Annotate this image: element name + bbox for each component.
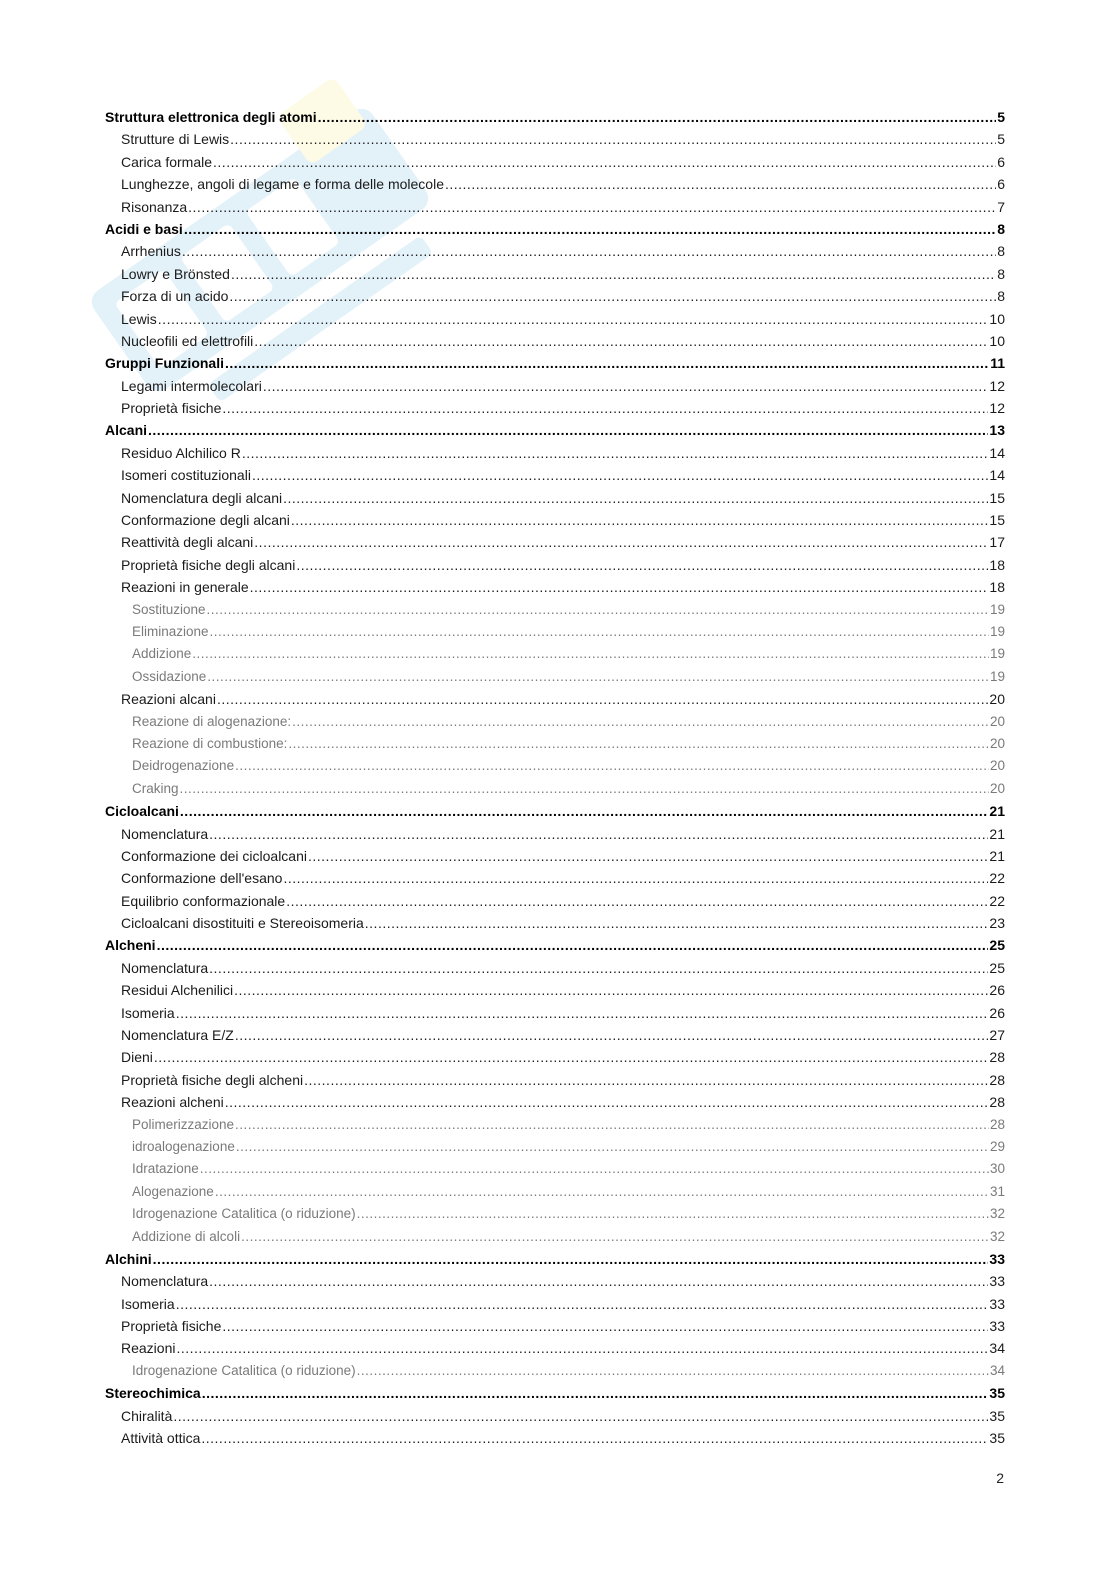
toc-entry-page: 33 xyxy=(989,1250,1005,1267)
toc-entry-page: 18 xyxy=(989,579,1005,596)
toc-entry-page: 21 xyxy=(989,803,1005,820)
toc-entry-title: Addizione xyxy=(132,646,192,662)
toc-entry-title: Dieni xyxy=(121,1049,153,1066)
toc-dot-leader xyxy=(296,554,988,576)
toc-dot-leader xyxy=(182,240,996,262)
toc-entry-page: 5 xyxy=(997,109,1005,125)
toc-dot-leader xyxy=(176,1337,988,1359)
toc-entry[interactable] xyxy=(105,151,1005,173)
toc-dot-leader xyxy=(235,755,989,777)
toc-dot-leader xyxy=(288,733,989,755)
toc-entry-title: Idrogenazione Catalitica (o riduzione) xyxy=(132,1206,356,1222)
toc-dot-leader xyxy=(176,1293,989,1315)
toc-entry[interactable] xyxy=(105,711,1005,733)
toc-entry-page: 18 xyxy=(989,556,1005,573)
toc-entry[interactable] xyxy=(105,509,1005,531)
toc-entry-title: Lowry e Brönsted xyxy=(121,265,230,282)
toc-dot-leader xyxy=(252,464,988,486)
toc-entry-title: Lewis xyxy=(121,310,157,327)
toc-entry[interactable] xyxy=(105,1046,1005,1068)
toc-entry-title: Conformazione dell'esano xyxy=(121,870,283,887)
toc-entry[interactable] xyxy=(105,1315,1005,1337)
toc-entry-title: Polimerizzazione xyxy=(132,1116,235,1132)
toc-dot-leader xyxy=(445,173,996,195)
toc-entry-title: Conformazione degli alcani xyxy=(121,512,290,529)
toc-entry-title: idroalogenazione xyxy=(132,1138,235,1154)
toc-entry-title: Reattività degli alcani xyxy=(121,534,254,551)
toc-entry[interactable] xyxy=(105,285,1005,307)
toc-entry-page: 5 xyxy=(997,131,1005,148)
toc-entry[interactable] xyxy=(105,128,1005,150)
toc-entry-title: Addizione di alcoli xyxy=(132,1228,241,1244)
toc-dot-leader xyxy=(308,845,988,867)
toc-entry[interactable] xyxy=(105,957,1005,979)
toc-entry-page: 20 xyxy=(989,713,1005,729)
toc-entry-page: 32 xyxy=(989,1228,1005,1244)
toc-dot-leader xyxy=(209,957,988,979)
toc-dot-leader xyxy=(154,1046,989,1068)
toc-entry-title: Alchini xyxy=(105,1250,152,1267)
toc-entry-page: 25 xyxy=(989,937,1005,954)
toc-entry-title: Reazioni xyxy=(121,1340,176,1357)
toc-entry-title: Isomeri costituzionali xyxy=(121,467,251,484)
toc-entry[interactable] xyxy=(105,1405,1005,1427)
toc-dot-leader xyxy=(180,778,989,800)
toc-entry-page: 20 xyxy=(989,735,1005,751)
toc-entry-title: Struttura elettronica degli atomi xyxy=(105,109,317,125)
toc-entry[interactable] xyxy=(105,442,1005,464)
toc-entry-title: Attività ottica xyxy=(121,1430,201,1447)
toc-dot-leader xyxy=(176,1002,989,1024)
toc-dot-leader xyxy=(173,1405,988,1427)
toc-entry-page: 23 xyxy=(989,915,1005,932)
toc-entry[interactable] xyxy=(105,845,1005,867)
toc-entry[interactable] xyxy=(105,487,1005,509)
toc-entry[interactable] xyxy=(105,666,1005,688)
toc-entry-title: Lunghezze, angoli di legame e forma delle molecole xyxy=(121,176,444,193)
toc-entry-title: Proprietà fisiche degli alcheni xyxy=(121,1071,304,1088)
toc-entry-page: 34 xyxy=(989,1362,1005,1378)
toc-dot-leader xyxy=(236,1136,989,1158)
toc-entry-title: Eliminazione xyxy=(132,623,209,639)
toc-entry[interactable] xyxy=(105,1226,1005,1248)
toc-entry-title: Risonanza xyxy=(121,198,188,215)
toc-entry[interactable] xyxy=(105,1203,1005,1225)
toc-entry-page: 28 xyxy=(989,1094,1005,1111)
toc-entry-page: 8 xyxy=(997,288,1005,305)
toc-dot-leader xyxy=(292,711,989,733)
toc-dot-leader xyxy=(291,509,989,531)
toc-entry-page: 15 xyxy=(989,512,1005,529)
toc-dot-leader xyxy=(235,1114,989,1136)
toc-entry-page: 33 xyxy=(989,1295,1005,1312)
toc-entry[interactable] xyxy=(105,352,1005,374)
toc-entry[interactable] xyxy=(105,1248,1005,1270)
toc-entry-page: 8 xyxy=(997,220,1005,237)
toc-entry[interactable] xyxy=(105,867,1005,889)
toc-dot-leader xyxy=(207,666,989,688)
toc-entry-title: Alogenazione xyxy=(132,1183,214,1199)
toc-entry-page: 6 xyxy=(997,153,1005,170)
toc-entry-page: 20 xyxy=(989,691,1005,708)
toc-entry-page: 20 xyxy=(989,780,1005,796)
toc-entry[interactable] xyxy=(105,688,1005,710)
toc-dot-leader xyxy=(217,688,988,710)
toc-dot-leader xyxy=(357,1360,989,1382)
toc-entry-page: 35 xyxy=(989,1407,1005,1424)
toc-dot-leader xyxy=(148,419,988,441)
toc-dot-leader xyxy=(254,531,988,553)
toc-entry[interactable] xyxy=(105,778,1005,800)
toc-entry[interactable] xyxy=(105,934,1005,956)
toc-dot-leader xyxy=(184,218,996,240)
toc-entry-title: Nomenclatura xyxy=(121,1273,209,1290)
toc-entry-page: 17 xyxy=(989,534,1005,551)
toc-dot-leader xyxy=(357,1203,989,1225)
toc-entry-title: Idratazione xyxy=(132,1161,199,1177)
toc-entry-page: 25 xyxy=(989,959,1005,976)
toc-dot-leader xyxy=(283,487,988,509)
toc-dot-leader xyxy=(304,1069,988,1091)
toc-entry[interactable] xyxy=(105,1002,1005,1024)
toc-entry-page: 21 xyxy=(989,825,1005,842)
toc-entry-page: 19 xyxy=(989,623,1005,639)
toc-entry-page: 14 xyxy=(989,467,1005,484)
toc-entry[interactable] xyxy=(105,375,1005,397)
toc-entry-title: Arrhenius xyxy=(121,243,181,260)
toc-dot-leader xyxy=(209,823,988,845)
toc-entry-title: Strutture di Lewis xyxy=(121,131,230,148)
toc-entry-page: 32 xyxy=(989,1206,1005,1222)
toc-entry[interactable] xyxy=(105,1293,1005,1315)
toc-entry-title: Conformazione dei cicloalcani xyxy=(121,847,307,864)
toc-entry-title: Reazioni in generale xyxy=(121,579,249,596)
toc-entry-page: 33 xyxy=(989,1273,1005,1290)
toc-entry[interactable] xyxy=(105,912,1005,934)
toc-entry-page: 31 xyxy=(989,1183,1005,1199)
toc-entry[interactable] xyxy=(105,1136,1005,1158)
toc-entry-page: 12 xyxy=(989,377,1005,394)
toc-entry-title: Isomeria xyxy=(121,1295,175,1312)
toc-entry-title: Carica formale xyxy=(121,153,213,170)
toc-dot-leader xyxy=(215,1181,989,1203)
toc-entry-page: 20 xyxy=(989,758,1005,774)
toc-entry-page: 12 xyxy=(989,400,1005,417)
toc-entry-title: Reazioni alcani xyxy=(121,691,216,708)
toc-dot-leader xyxy=(234,979,988,1001)
toc-entry-title: Acidi e basi xyxy=(105,220,183,237)
toc-entry-title: Craking xyxy=(132,780,179,796)
toc-entry[interactable] xyxy=(105,800,1005,822)
toc-entry-title: Legami intermolecolari xyxy=(121,377,262,394)
toc-entry-title: Stereochimica xyxy=(105,1385,201,1402)
toc-entry[interactable] xyxy=(105,599,1005,621)
toc-entry-page: 10 xyxy=(989,332,1005,349)
toc-entry-page: 13 xyxy=(989,422,1005,439)
toc-entry-title: Reazioni alcheni xyxy=(121,1094,224,1111)
toc-dot-leader xyxy=(318,106,997,128)
toc-entry-title: Alcheni xyxy=(105,937,156,954)
toc-dot-leader xyxy=(241,1226,989,1248)
toc-dot-leader xyxy=(210,621,989,643)
toc-entry-page: 29 xyxy=(989,1138,1005,1154)
toc-dot-leader xyxy=(207,599,989,621)
toc-entry-title: Alcani xyxy=(105,422,148,439)
toc-dot-leader xyxy=(153,1248,989,1270)
toc-entry-page: 26 xyxy=(989,1004,1005,1021)
toc-entry[interactable] xyxy=(105,106,1005,128)
toc-entry-page: 19 xyxy=(989,668,1005,684)
toc-dot-leader xyxy=(229,285,996,307)
toc-entry-title: Proprietà fisiche xyxy=(121,1318,222,1335)
toc-dot-leader xyxy=(286,890,988,912)
toc-dot-leader xyxy=(225,1091,989,1113)
toc-entry[interactable] xyxy=(105,979,1005,1001)
toc-entry-page: 35 xyxy=(989,1385,1005,1402)
toc-dot-leader xyxy=(209,1270,988,1292)
toc-entry-title: Chiralità xyxy=(121,1407,173,1424)
toc-entry[interactable] xyxy=(105,733,1005,755)
toc-entry[interactable] xyxy=(105,643,1005,665)
toc-entry-title: Gruppi Funzionali xyxy=(105,355,224,372)
toc-entry[interactable] xyxy=(105,755,1005,777)
toc-entry[interactable] xyxy=(105,397,1005,419)
toc-entry-title: Nomenclatura degli alcani xyxy=(121,489,283,506)
toc-entry[interactable] xyxy=(105,1091,1005,1113)
toc-entry-title: Residuo Alchilico R xyxy=(121,444,241,461)
toc-entry[interactable] xyxy=(105,196,1005,218)
toc-entry-title: Reazione di alogenazione: xyxy=(132,713,292,729)
toc-entry[interactable] xyxy=(105,576,1005,598)
toc-dot-leader xyxy=(188,196,996,218)
toc-entry-title: Nomenclatura xyxy=(121,825,209,842)
toc-entry-title: Proprietà fisiche xyxy=(121,400,222,417)
toc-dot-leader xyxy=(231,263,996,285)
toc-entry-page: 19 xyxy=(989,601,1005,617)
toc-dot-leader xyxy=(283,867,988,889)
toc-entry-title: Equilibrio conformazionale xyxy=(121,892,286,909)
toc-entry-title: Forza di un acido xyxy=(121,288,229,305)
toc-entry-page: 35 xyxy=(989,1430,1005,1447)
toc-entry[interactable] xyxy=(105,1069,1005,1091)
toc-entry-page: 28 xyxy=(989,1071,1005,1088)
toc-entry-title: Ossidazione xyxy=(132,668,207,684)
toc-entry[interactable] xyxy=(105,1114,1005,1136)
toc-entry[interactable] xyxy=(105,823,1005,845)
page-number: 2 xyxy=(996,1470,1004,1486)
toc-entry-page: 33 xyxy=(989,1318,1005,1335)
toc-entry-page: 21 xyxy=(989,847,1005,864)
toc-entry[interactable] xyxy=(105,1337,1005,1359)
toc-entry[interactable] xyxy=(105,621,1005,643)
toc-dot-leader xyxy=(230,128,996,150)
toc-entry-page: 14 xyxy=(989,444,1005,461)
toc-entry-page: 30 xyxy=(989,1161,1005,1177)
toc-entry[interactable] xyxy=(105,890,1005,912)
toc-dot-leader xyxy=(201,1427,988,1449)
toc-dot-leader xyxy=(200,1158,989,1180)
toc-dot-leader xyxy=(365,912,989,934)
table-of-contents xyxy=(105,106,1005,1449)
toc-dot-leader xyxy=(254,330,988,352)
toc-dot-leader xyxy=(202,1382,989,1404)
toc-dot-leader xyxy=(235,1024,989,1046)
toc-entry-title: Sostituzione xyxy=(132,601,206,617)
toc-entry[interactable] xyxy=(105,263,1005,285)
toc-entry-title: Cicloalcani xyxy=(105,803,179,820)
toc-dot-leader xyxy=(180,800,989,822)
toc-entry[interactable] xyxy=(105,1158,1005,1180)
toc-entry-title: Nomenclatura xyxy=(121,959,209,976)
toc-entry[interactable] xyxy=(105,554,1005,576)
toc-entry[interactable] xyxy=(105,240,1005,262)
toc-dot-leader xyxy=(157,934,989,956)
toc-dot-leader xyxy=(222,397,988,419)
toc-entry[interactable] xyxy=(105,531,1005,553)
toc-entry-title: Proprietà fisiche degli alcani xyxy=(121,556,296,573)
toc-entry-page: 26 xyxy=(989,982,1005,999)
toc-entry-page: 8 xyxy=(997,243,1005,260)
toc-entry-title: Nomenclatura E/Z xyxy=(121,1027,234,1044)
toc-entry-page: 10 xyxy=(989,310,1005,327)
toc-entry-page: 22 xyxy=(989,892,1005,909)
toc-entry-page: 27 xyxy=(989,1027,1005,1044)
toc-entry-title: Reazione di combustione: xyxy=(132,735,288,751)
toc-entry[interactable] xyxy=(105,1382,1005,1404)
toc-entry-title: Cicloalcani disostituiti e Stereoisomeria xyxy=(121,915,364,932)
toc-entry[interactable] xyxy=(105,330,1005,352)
toc-entry-page: 6 xyxy=(997,176,1005,193)
toc-dot-leader xyxy=(250,576,989,598)
toc-entry[interactable] xyxy=(105,173,1005,195)
toc-entry-page: 34 xyxy=(989,1340,1005,1357)
toc-entry[interactable] xyxy=(105,218,1005,240)
toc-entry-page: 28 xyxy=(989,1049,1005,1066)
toc-dot-leader xyxy=(158,308,989,330)
toc-entry-title: Nucleofili ed elettrofili xyxy=(121,332,254,349)
toc-dot-leader xyxy=(192,643,989,665)
toc-dot-leader xyxy=(213,151,996,173)
toc-entry-page: 8 xyxy=(997,265,1005,282)
toc-dot-leader xyxy=(242,442,989,464)
toc-entry-page: 28 xyxy=(989,1116,1005,1132)
toc-entry-page: 15 xyxy=(989,489,1005,506)
toc-entry-page: 22 xyxy=(989,870,1005,887)
toc-entry-title: Idrogenazione Catalitica (o riduzione) xyxy=(132,1362,356,1378)
toc-entry[interactable] xyxy=(105,1181,1005,1203)
toc-dot-leader xyxy=(263,375,989,397)
toc-entry[interactable] xyxy=(105,1270,1005,1292)
toc-entry[interactable] xyxy=(105,1024,1005,1046)
toc-entry[interactable] xyxy=(105,464,1005,486)
toc-entry-title: Deidrogenazione xyxy=(132,758,235,774)
toc-entry-page: 19 xyxy=(989,646,1005,662)
toc-entry-page: 7 xyxy=(997,198,1005,215)
toc-entry[interactable] xyxy=(105,308,1005,330)
toc-entry[interactable] xyxy=(105,1360,1005,1382)
toc-entry-page: 11 xyxy=(990,355,1005,372)
toc-entry-title: Residui Alchenilici xyxy=(121,982,234,999)
toc-entry[interactable] xyxy=(105,1427,1005,1449)
toc-entry[interactable] xyxy=(105,419,1005,441)
toc-dot-leader xyxy=(222,1315,988,1337)
toc-entry-title: Isomeria xyxy=(121,1004,175,1021)
toc-dot-leader xyxy=(225,352,989,374)
